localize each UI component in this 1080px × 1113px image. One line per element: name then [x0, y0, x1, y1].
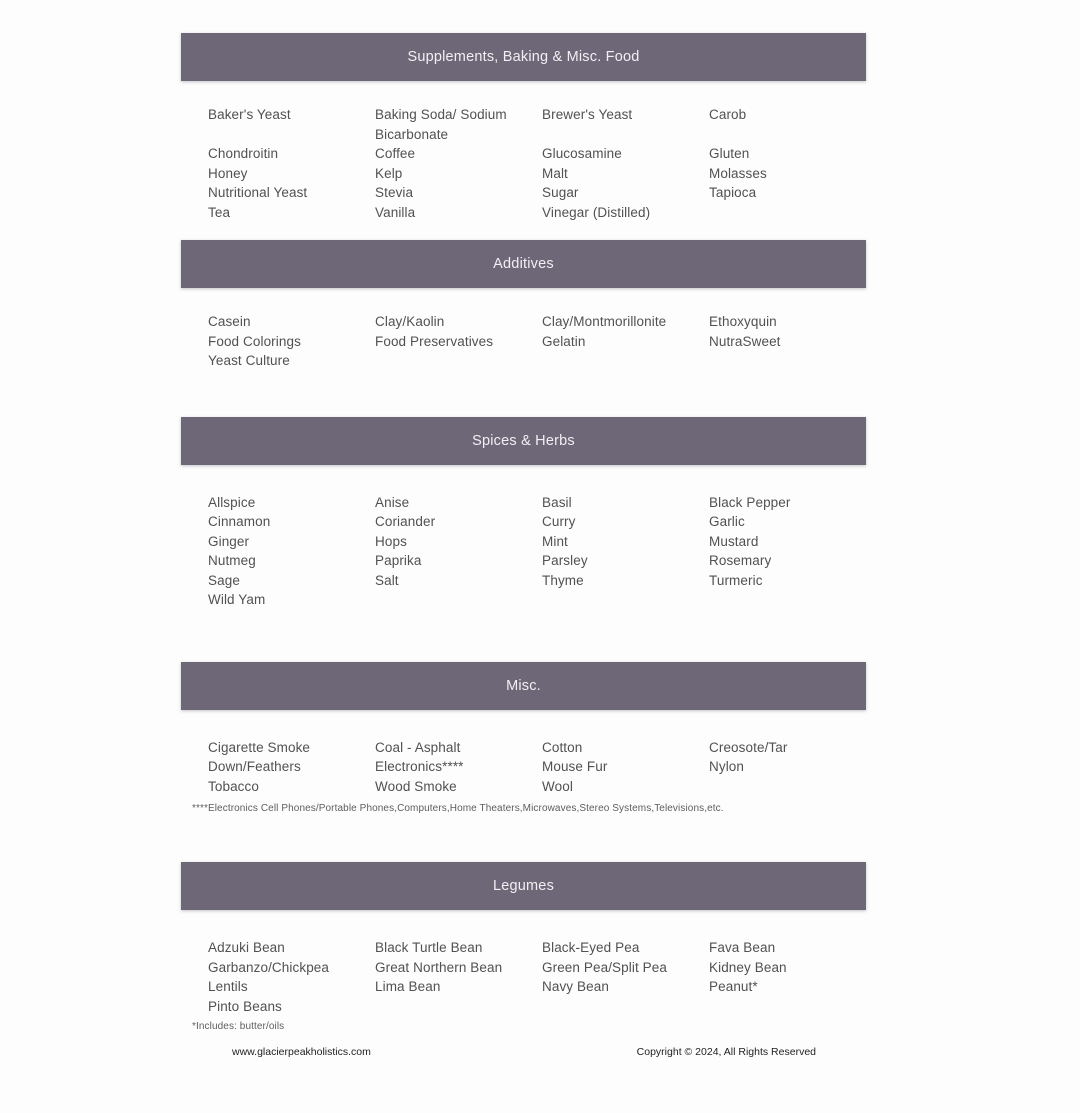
list-item: Kidney Bean	[709, 959, 787, 975]
list-item: Parsley	[542, 553, 588, 568]
list-item: Coffee	[375, 146, 416, 161]
list-item: Garbanzo/Chickpea	[208, 959, 330, 975]
section-item-grid	[181, 910, 866, 1016]
list-item: Thyme	[542, 572, 584, 588]
list-item: Vinegar (Distilled)	[542, 204, 651, 220]
list-item: Great Northern Bean	[375, 959, 503, 975]
sections-container	[181, 33, 866, 1033]
section-title: Misc.	[506, 677, 541, 694]
list-item: Tobacco	[208, 778, 259, 794]
section-title: Legumes	[492, 878, 555, 894]
list-item: Wild Yam	[208, 592, 266, 607]
list-item: Mustard	[709, 533, 759, 549]
list-item: Wood Smoke	[375, 778, 457, 794]
list-item: Adzuki Bean	[208, 940, 285, 955]
list-item: Baking Soda/ Sodium Bicarbonate	[375, 107, 507, 142]
list-item: Anise	[375, 494, 410, 510]
flyer-page	[181, 33, 866, 1058]
list-item: Mouse Fur	[542, 759, 608, 774]
list-item: Casein	[208, 314, 251, 329]
section-header-bar	[181, 862, 866, 910]
list-item: Cigarette Smoke	[208, 739, 311, 755]
list-item: Turmeric	[709, 572, 763, 588]
page-footer	[181, 1033, 866, 1058]
list-item: Black Turtle Bean	[375, 940, 483, 955]
list-item: Sage	[208, 572, 240, 588]
list-item: Chondroitin	[208, 146, 279, 161]
section-item-grid	[181, 465, 866, 610]
section-header-bar	[181, 662, 866, 710]
list-item: Allspice	[208, 494, 256, 510]
list-item: Vanilla	[375, 204, 416, 220]
list-item: Clay/Montmorillonite	[542, 314, 667, 329]
list-item: Pinto Beans	[208, 998, 282, 1014]
list-item: Black-Eyed Pea	[542, 940, 640, 955]
list-item: Hops	[375, 533, 407, 549]
list-item: Coriander	[375, 514, 436, 529]
list-item: Honey	[208, 165, 248, 181]
footer-copyright: Copyright © 2024, All Rights Reserved	[636, 1046, 816, 1058]
footer-website: www.glacierpeakholistics.com	[232, 1046, 371, 1058]
category-section	[181, 240, 866, 371]
list-item: Paprika	[375, 553, 422, 568]
list-item: Tea	[208, 204, 231, 220]
section-title: Supplements, Baking & Misc. Food	[407, 49, 640, 65]
list-item: Ginger	[208, 533, 250, 549]
list-item: Rosemary	[709, 553, 772, 568]
section-header-bar	[181, 240, 866, 288]
list-item: Gluten	[709, 146, 750, 161]
list-item: Malt	[542, 165, 568, 181]
list-item: Basil	[542, 494, 572, 510]
list-item: Navy Bean	[542, 979, 609, 994]
list-item: Nutritional Yeast	[208, 185, 308, 200]
section-header-bar	[181, 417, 866, 465]
list-item: Coal - Asphalt	[375, 739, 461, 755]
list-item: Down/Feathers	[208, 759, 301, 774]
list-item: Wool	[542, 778, 573, 794]
list-item: Garlic	[709, 514, 745, 529]
list-item: Tapioca	[709, 185, 757, 200]
list-item: Nylon	[709, 759, 745, 774]
list-item: Lentils	[208, 979, 248, 994]
list-item: Gelatin	[542, 333, 586, 349]
list-item: Molasses	[709, 165, 767, 181]
category-section	[181, 662, 866, 816]
list-item: Glucosamine	[542, 146, 622, 161]
list-item: Kelp	[375, 165, 403, 181]
list-item: Food Preservatives	[375, 333, 494, 349]
section-footnote: *Includes: butter/oils	[192, 1021, 285, 1032]
list-item: Yeast Culture	[208, 353, 290, 368]
section-item-grid	[181, 81, 866, 222]
list-item: Mint	[542, 533, 568, 549]
section-header-bar	[181, 33, 866, 81]
list-item: Stevia	[375, 185, 414, 200]
list-item: Food Colorings	[208, 333, 301, 349]
list-item: Baker's Yeast	[208, 107, 291, 122]
list-item: Peanut*	[709, 979, 758, 994]
section-title: Additives	[493, 256, 554, 272]
list-item: Curry	[542, 514, 576, 529]
section-title: Spices & Herbs	[472, 432, 575, 449]
list-item: Cinnamon	[208, 514, 271, 529]
category-section	[181, 417, 866, 610]
category-section	[181, 862, 866, 1033]
list-item: Fava Bean	[709, 940, 776, 955]
section-item-grid	[181, 710, 866, 797]
list-item: NutraSweet	[709, 333, 781, 349]
list-item: Electronics****	[375, 759, 464, 774]
list-item: Salt	[375, 572, 399, 588]
list-item: Sugar	[542, 185, 579, 200]
section-item-grid	[181, 288, 866, 371]
category-section	[181, 33, 866, 222]
list-item: Carob	[709, 107, 747, 122]
list-item: Ethoxyquin	[709, 314, 777, 329]
section-footnote: ****Electronics Cell Phones/Portable Phones,Computers,Home Theaters,Microwaves,Stereo Systems,Televisions,etc.	[192, 803, 724, 814]
list-item: Creosote/Tar	[709, 739, 788, 755]
list-item: Cotton	[542, 739, 583, 755]
list-item: Brewer's Yeast	[542, 107, 633, 122]
list-item: Black Pepper	[709, 494, 791, 510]
list-item: Clay/Kaolin	[375, 314, 445, 329]
list-item: Green Pea/Split Pea	[542, 959, 667, 975]
list-item: Nutmeg	[208, 553, 256, 568]
list-item: Lima Bean	[375, 979, 441, 994]
